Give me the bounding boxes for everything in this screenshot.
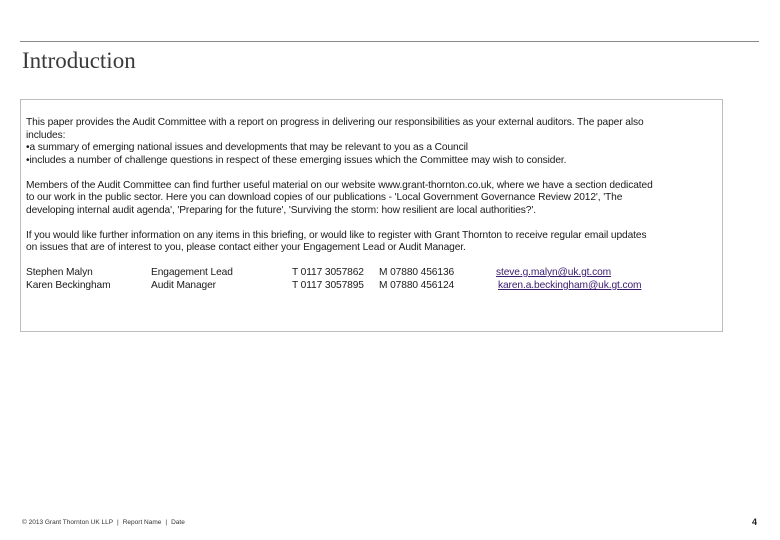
- top-divider: [20, 41, 759, 42]
- members-line: to our work in the public sector. Here you can download copies of our publications - 'Local Government Governance Review 2012', 'The: [26, 192, 623, 203]
- page-number: 4: [752, 517, 758, 527]
- footer-copyright: © 2013 Grant Thornton UK LLP: [22, 519, 114, 526]
- footer-report-name: Report Name: [122, 519, 162, 526]
- contact-email-link[interactable]: steve.g.malyn@uk.gt.com: [496, 267, 612, 278]
- footer: [22, 519, 185, 526]
- intro-paragraph: [26, 117, 722, 167]
- contact-telephone: T 0117 3057895: [292, 280, 364, 291]
- members-line: developing internal audit agenda', 'Preparing for the future', 'Surviving the storm: how resilient are local authorities?'.: [26, 204, 536, 216]
- content-box: [20, 99, 723, 332]
- members-line: Members of the Audit Committee can find further useful material on our website www.grant-thornton.co.uk, where we have a section dedicated: [26, 179, 653, 191]
- contact-name: Stephen Malyn: [26, 267, 93, 278]
- page-title: Introduction: [22, 48, 136, 73]
- contact-mobile: M 07880 456124: [379, 280, 455, 291]
- contact-mobile: M 07880 456136: [379, 267, 455, 278]
- contacts-table: [26, 267, 722, 293]
- contact-telephone: T 0117 3057862: [292, 267, 364, 278]
- footer-separator: |: [117, 519, 119, 526]
- intro-line: includes:: [26, 129, 66, 141]
- intro-bullet: •includes a number of challenge questions in respect of these emerging issues which the Committee may wish to consider.: [26, 154, 567, 166]
- contact-role: Audit Manager: [151, 280, 216, 291]
- contact-role: Engagement Lead: [151, 267, 233, 278]
- members-paragraph: [26, 180, 722, 218]
- further-line: on issues that are of interest to you, please contact either your Engagement Lead or Audit Manager.: [26, 242, 466, 253]
- contact-email-link[interactable]: karen.a.beckingham@uk.gt.com: [498, 280, 642, 291]
- intro-bullet: •a summary of emerging national issues and developments that may be relevant to you as a Council: [26, 142, 468, 153]
- intro-line: This paper provides the Audit Committee with a report on progress in delivering our responsibilities as your external auditors. The paper also: [26, 117, 644, 128]
- further-info-paragraph: [26, 230, 722, 255]
- contact-name: Karen Beckingham: [26, 280, 111, 291]
- footer-date: Date: [171, 519, 185, 526]
- further-line: If you would like further information on any items in this briefing, or would like to register with Grant Thornton to receive regular email updates: [26, 229, 647, 241]
- footer-separator: |: [165, 519, 168, 526]
